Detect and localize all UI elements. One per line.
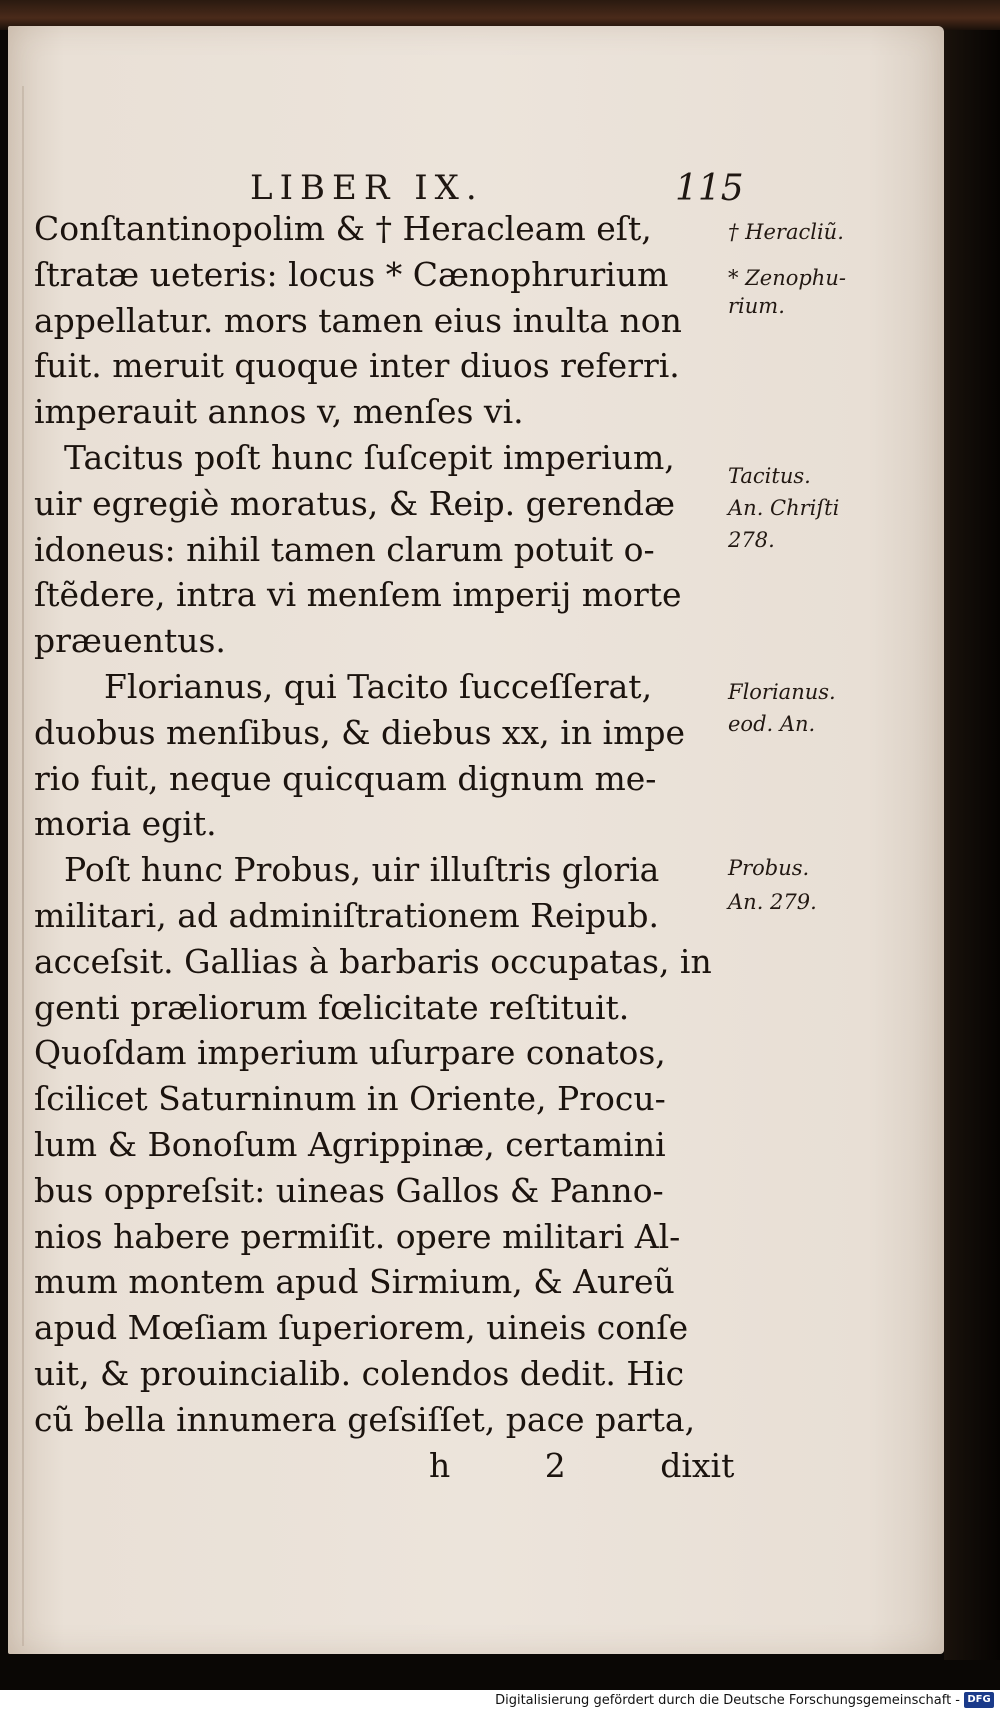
margin-note: An. Chriſti [728, 496, 840, 520]
page-gutter [22, 86, 24, 1646]
catchline [34, 1443, 735, 1489]
text-line: cũ bella innumera geſsiſſet, pace parta, [34, 1399, 696, 1439]
margin-note: Florianus. [728, 680, 836, 704]
text-line: nios habere permiſit. opere militari Al- [34, 1216, 681, 1256]
digitization-footer [0, 1690, 1000, 1712]
text-line: duobus menſibus, & diebus xx, in impe [34, 712, 686, 752]
text-line: genti præliorum fœlicitate reſtituit. [34, 987, 630, 1027]
running-head [8, 146, 944, 209]
margin-note: rium. [728, 294, 785, 318]
text-line: moria egit. [34, 804, 217, 844]
margin-note: † Heracliũ. [728, 220, 844, 244]
text-line: bus oppreſsit: uineas Gallos & Panno- [34, 1170, 664, 1210]
text-line: rio fuit, neque quicquam dignum me- [34, 758, 657, 798]
text-line: uir egregiè moratus, & Reip. gerendæ [34, 483, 676, 523]
text-line: idoneus: nihil tamen clarum potuit o- [34, 529, 655, 569]
text-line: fuit. meruit quoque inter diuos referri. [34, 346, 680, 386]
body-text [34, 206, 735, 1488]
text-line: Quoſdam imperium uſurpare conatos, [34, 1033, 666, 1073]
text-line: Tacitus poſt hunc ſuſcepit imperium, [64, 437, 675, 477]
text-line: uit, & prouincialib. colendos dedit. Hic [34, 1353, 685, 1393]
catchword: dixit [660, 1445, 735, 1485]
margin-note: 278. [728, 528, 775, 552]
dfg-logo: DFG [964, 1692, 994, 1708]
page-number: 115 [675, 168, 744, 209]
text-line: appellatur. mors tamen eius inulta non [34, 300, 682, 340]
text-line: Poſt hunc Probus, uir illuſtris gloria [64, 850, 660, 890]
book-edge-shadow [944, 30, 1000, 1660]
margin-note: * Zenophu- [728, 266, 846, 290]
margin-note: An. 279. [728, 890, 817, 914]
text-line: militari, ad adminiſtrationem Reipub. [34, 895, 660, 935]
text-line: imperauit annos v, menſes vi. [34, 392, 524, 432]
signature-mark: h 2 [429, 1445, 566, 1485]
text-line: lum & Bonoſum Agrippinæ, certamini [34, 1124, 666, 1164]
text-line: præuentus. [34, 621, 226, 661]
text-line: ſtratæ ueteris: locus * Cænophrurium [34, 254, 669, 294]
text-line: Florianus, qui Tacito ſucceſſerat, [104, 666, 653, 706]
footer-credit: Digitalisierung gefördert durch die Deutsche Forschungsgemeinschaft - [495, 1693, 960, 1708]
text-line: apud Mœſiam ſuperiorem, uineis conſe [34, 1308, 689, 1348]
margin-note: Probus. [728, 856, 810, 880]
text-line: acceſsit. Gallias à barbaris occupatas, in [34, 941, 712, 981]
margin-note: Tacitus. [728, 464, 811, 488]
text-line: Conſtantinopolim & † Heracleam eſt, [34, 209, 652, 248]
text-line: mum montem apud Sirmium, & Aureũ [34, 1262, 675, 1302]
margin-note: eod. An. [728, 712, 816, 736]
book-page [8, 26, 944, 1654]
text-line: ſtẽdere, intra vi menſem imperij morte [34, 575, 682, 615]
text-line: ſcilicet Saturninum in Oriente, Procu- [34, 1079, 666, 1119]
running-head-title: LIBER IX. [250, 168, 484, 208]
